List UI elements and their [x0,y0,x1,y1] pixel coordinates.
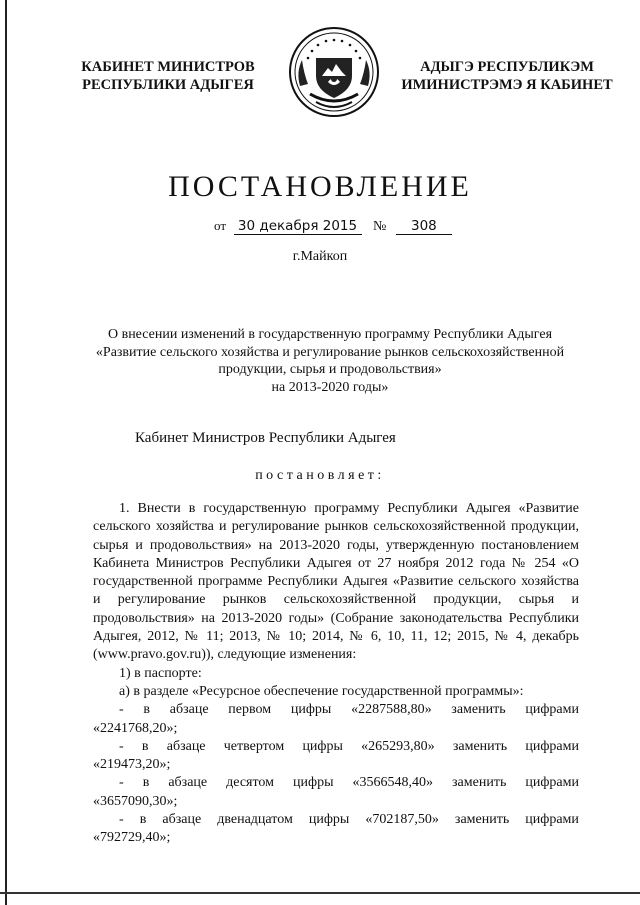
change-word: «3566548,40» [352,775,434,791]
change-word: десятом [226,775,275,791]
change-word: в [141,738,149,754]
change-word: цифры [302,738,343,754]
item-1a: а) в разделе «Ресурсное обеспечение государственной программы»: [119,683,524,699]
subject-line-3: продукции, сырья и продовольствия» [218,362,442,377]
change-line [93,738,579,756]
change-word: заменить [452,775,507,791]
subject-line-4: на 2013-2020 годы» [271,379,389,395]
number-sign: № [373,219,387,234]
change-word: четвертом [223,738,285,754]
item-1: 1) в паспорте: [119,665,202,681]
issuer-name-adyghe [392,58,622,94]
change-word: цифрами [525,775,579,791]
change-word: заменить [451,702,506,718]
republic-of-adygea-emblem-icon [286,24,382,120]
change-word: цифрами [525,702,579,718]
change-word: абзаце [168,775,208,791]
change-word: «2287588,80» [351,702,432,718]
subject-line-1: О внесении изменений в государственную программу Республики Адыгея [107,327,553,342]
scan-left-edge [5,0,7,905]
issuer-name-russian [68,58,268,94]
change-word: - [119,812,124,828]
change-value: «3657090,30»; [93,793,178,809]
change-word: цифры [293,775,334,791]
change-line [93,811,579,829]
change-line [93,774,579,792]
date-prefix: от [214,218,227,233]
issuer-ru-line-2: РЕСПУБЛИКИ АДЫГЕЯ [82,77,254,93]
changes-list [93,701,579,847]
change-word: в [139,812,147,828]
issuer-ady-line-2: ИМИНИСТРЭМЭ Я КАБИНЕТ [401,77,613,93]
document-date: 30 декабря 2015 [234,218,362,235]
scan-bottom-edge [0,892,640,894]
change-word: - [119,738,124,754]
change-word: заменить [452,738,508,754]
change-word: цифрами [525,738,579,754]
preamble-decrees: постановляет: [255,468,385,483]
preamble-cabinet: Кабинет Министров Республики Адыгея [135,430,396,446]
change-word: двенадцатом [217,812,293,828]
document-number: 308 [396,218,452,235]
subject-line-2: «Развитие сельского хозяйства и регулирование рынков сельскохозяйственной [95,344,565,360]
decree-body [93,500,579,848]
change-word: цифрами [525,812,579,828]
document-subject [90,326,570,396]
change-word: цифры [290,702,332,718]
change-word: заменить [454,812,510,828]
change-word: в [143,702,151,718]
change-value: «2241768,20»; [93,720,178,736]
date-number-line [214,218,452,235]
change-word: - [119,702,124,718]
change-word: первом [228,702,272,718]
change-word: абзаце [162,812,202,828]
paragraph-1: 1. Внести в государственную программу Республики Адыгея «Развитие сельского хозяйства и регулирование рынков сельскохозяйственной продукции, сырья и продовольствия» на 2013-2020 годы, утвержденную постановлением Кабинета Министров Республики Адыгея от 27 ноября 2012 года № 254 «О государственной программе Республики Адыгея «Развитие сельского хозяйства и регулирование рынков сельскохозяйственной продукции, сырья и продовольствия» на 2013-2020 годы» (Собрание законодательства Республики Адыгея, 2012, № 11; 2013, № 10; 2014, № 6, 10, 11, 12; 2015, № 4, декабрь (www.pravo.gov.ru)), следующие изменения: [93,501,579,663]
change-value: «219473,20»; [93,757,171,773]
change-word: абзаце [169,702,209,718]
document-city: г.Майкоп [292,249,348,264]
change-value: «792729,40»; [93,830,171,846]
document-type-title: ПОСТАНОВЛЕНИЕ [168,170,472,203]
issuer-ady-line-1: АДЫГЭ РЕСПУБЛИКЭМ [420,59,594,75]
change-word: в [142,775,150,791]
change-word: «265293,80» [361,738,435,754]
issuer-ru-line-1: КАБИНЕТ МИНИСТРОВ [81,59,255,75]
change-word: цифры [308,812,350,828]
change-line [93,701,579,719]
change-word: - [119,775,124,791]
change-word: «702187,50» [365,812,439,828]
change-word: абзаце [166,738,206,754]
